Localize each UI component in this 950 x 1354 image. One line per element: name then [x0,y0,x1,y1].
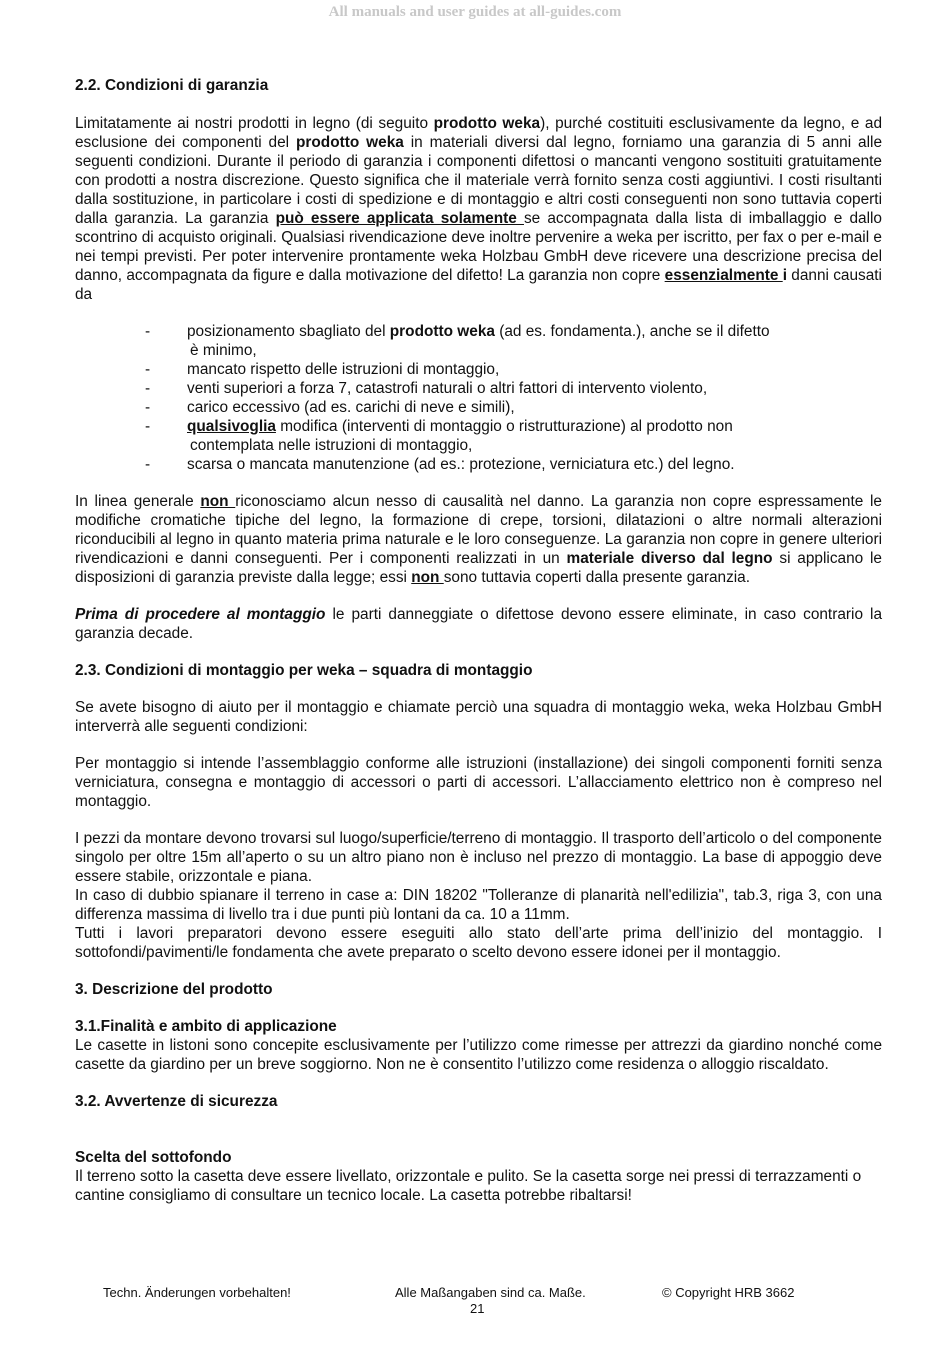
page-number: 21 [470,1301,485,1316]
warranty-paragraph: Limitatamente ai nostri prodotti in legno (di seguito prodotto weka), purché costituiti esclusivamente da legno, e ad esclusione dei componenti del prodotto weka in materiali diversi dal legno, forniamo una garanzia di 5 anni alle seguenti condizioni. Durante il periodo di garanzia i componenti difettosi o mancanti vengono sostituiti gratuitamente con prodotti a nostra discrezione. Questo significa che il materiale verrà fornito senza costi aggiuntivi. I costi risultanti dalla sostituzione, in particolare i costi di spedizione e di montaggio e altri costi conseguenti non sono tuttavia coperti dalla garanzia. La garanzia può essere applicata solamente se accompagnata dalla lista di imballaggio e dallo scontrino di acquisto originali. Qualsiasi rivendicazione deve inoltre pervenire a weka per iscritto, per fax o per e-mail e nei tempi previsti. Per poter intervenire prontamente weka Holzbau GmbH deve ricevere una descrizione precisa del danno, accompagnata da figure e dalla motivazione del difetto! La garanzia non copre essenzialmente i danni causati da [75,115,883,303]
list-item: - posizionamento sbagliato del prodotto weka (ad es. fondamenta.), anche se il difetto è minimo, [75,322,795,360]
list-item: - carico eccessivo (ad es. carichi di neve e simili), [75,398,795,417]
footer-center: Alle Maßangaben sind ca. Maße. [395,1285,586,1300]
purpose-paragraph: Le casette in listoni sono concepite esclusivamente per l’utilizzo come rimesse per attrezzi da giardino nonché come casette da giardino per un breve soggiorno. Non ne è consentito l’utilizzo come residenza o alloggio riscaldato. [75,1037,882,1073]
subheading-safety: 3.2. Avvertenze di sicurezza [75,1093,278,1110]
preparation-paragraph: Tutti i lavori preparatori devono essere eseguiti allo stato dell’arte prima dell’inizio del montaggio. I sottofondi/pavimenti/le fondamenta che avete preparato o scelto devono essere idonei per il montaggio. [75,925,882,961]
watermark: All manuals and user guides at all-guides.com [328,4,622,20]
list-item: - mancato rispetto delle istruzioni di montaggio, [75,360,795,379]
list-item: - scarsa o mancata manutenzione (ad es.: protezione, verniciatura etc.) del legno. [75,455,795,474]
subheading-ground-selection: Scelta del sottofondo [75,1149,232,1166]
section-heading-product-description: 3. Descrizione del prodotto [75,981,273,998]
ground-paragraph: Il terreno sotto la casetta deve essere livellato, orizzontale e pulito. Se la casetta sorge nei pressi di terrazzamenti o cantine consigliamo di consultare un tecnico locale. La casetta potrebbe ribaltarsi! [75,1168,862,1204]
section-heading-assembly-conditions: 2.3. Condizioni di montaggio per weka – squadra di montaggio [75,662,533,679]
before-assembly-paragraph: Prima di procedere al montaggio le parti danneggiate o difettose devono essere eliminate, in caso contrario la garanzia decade. [75,606,882,642]
assembly-parts-paragraph: I pezzi da montare devono trovarsi sul luogo/superficie/terreno di montaggio. Il trasporto dell’articolo o del componente singolo per oltre 15m all’aperto o su un altro piano non è incluso nel prezzo di montaggio. La base di appoggio deve essere stabile, orizzontale e piana. [75,830,882,885]
footer-copyright: © Copyright HRB 3662 [662,1285,795,1300]
list-item: - qualsivoglia modifica (interventi di montaggio o ristrutturazione) al prodotto non contemplata nelle istruzioni di montaggio, [75,417,795,455]
footer-left: Techn. Änderungen vorbehalten! [103,1285,291,1300]
list-item: - venti superiori a forza 7, catastrofi naturali o altri fattori di intervento violento, [75,379,795,398]
assembly-team-paragraph: Se avete bisogno di aiuto per il montaggio e chiamate perciò una squadra di montaggio weka, weka Holzbau GmbH interverrà alle seguenti condizioni: [75,699,882,735]
section-heading-warranty: 2.2. Condizioni di garanzia [75,77,269,94]
subheading-purpose: 3.1.Finalità e ambito di applicazione [75,1018,337,1035]
causality-paragraph: In linea generale non riconosciamo alcun nesso di causalità nel danno. La garanzia non copre espressamente le modifiche cromatiche tipiche del legno, la formazione di crepe, torsioni, dilatazioni o altre normali alterazioni riconducibili al legno in quanto materia prima naturale e le loro conseguenze. La garanzia non copre in genere ulteriori rivendicazioni e danni conseguenti. Per i componenti realizzati in un materiale diverso dal legno si applicano le disposizioni di garanzia previste dalla legge; essi non sono tuttavia coperti dalla presente garanzia. [75,493,882,586]
document-page [75,76,882,1205]
din-tolerance-paragraph: In caso di dubbio spianare il terreno in case a: DIN 18202 "Tolleranze di planarità nell'edilizia", tab.3, riga 3, con una differenza massima di livello tra i due punti più lontani da ca. 10 a 11mm. [75,887,882,923]
assembly-definition-paragraph: Per montaggio si intende l’assemblaggio conforme alle istruzioni (installazione) dei singoli componenti forniti senza verniciatura, consegna e montaggio di accessori o parti di accessori. L’allacciamento elettrico non è compreso nel montaggio. [75,755,882,810]
exclusion-list [75,322,882,474]
